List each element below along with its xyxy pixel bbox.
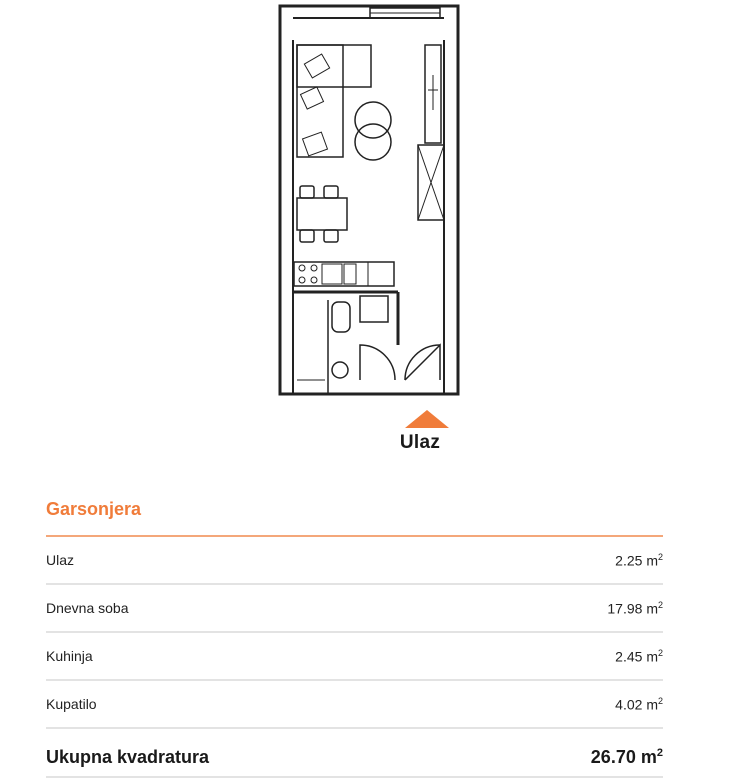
room-area: 2.25 $m^2$ <box>615 551 663 569</box>
room-area: 2.45 $m^2$ <box>615 647 663 665</box>
room-row-dnevna-soba <box>46 585 663 633</box>
total-label: Ukupna kvadratura <box>46 746 210 767</box>
toilet <box>332 302 350 332</box>
dining-table <box>297 198 347 230</box>
outer-wall <box>280 6 458 394</box>
room-name: Dnevna soba <box>46 600 129 616</box>
total-row <box>46 740 663 774</box>
room-list <box>46 537 663 729</box>
room-name: Kupatilo <box>46 696 97 712</box>
section-title: Garsonjera <box>46 499 142 519</box>
coffee-table <box>355 102 391 138</box>
entry-label: Ulaz <box>399 432 441 453</box>
bathroom-door <box>360 345 395 380</box>
washbasin <box>360 296 388 322</box>
room-row-kuhinja <box>46 633 663 681</box>
entry-arrow <box>405 410 449 428</box>
bottom-divider <box>46 776 663 778</box>
room-row-ulaz <box>46 537 663 585</box>
room-area: 4.02 $m^2$ <box>615 695 663 713</box>
room-name: Kuhinja <box>46 648 93 664</box>
room-name: Ulaz <box>46 552 75 568</box>
room-area: 17.98 $m^2$ <box>607 599 663 617</box>
total-area: 26.70 $m^2$ <box>590 746 663 767</box>
room-row-kupatilo <box>46 681 663 729</box>
